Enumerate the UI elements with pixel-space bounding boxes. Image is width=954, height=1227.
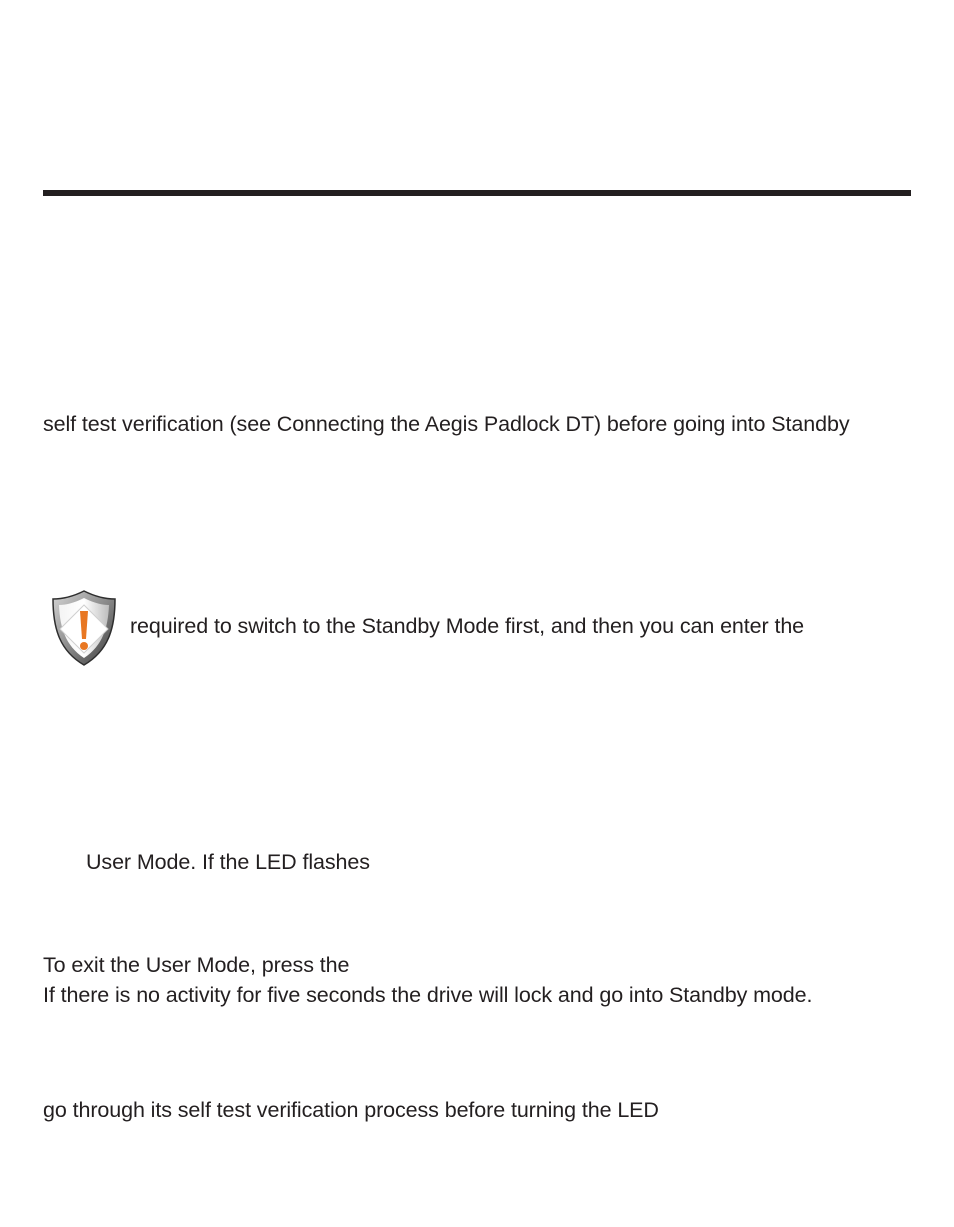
paragraph-line: If there is no activity for five seconds the drive will lock and go into Standby mode.: [43, 983, 813, 1007]
paragraph-line: required to switch to the Standby Mode first, and then you can enter the: [130, 614, 805, 638]
paragraph-line: self test verification (see Connecting the Aegis Padlock DT) before going into Standby: [43, 412, 850, 436]
paragraph-line: go through its self test verification process before turning the LED: [43, 1098, 659, 1122]
paragraph-line: To exit the User Mode, press the: [43, 953, 350, 977]
section-divider: [43, 190, 911, 196]
paragraph-line: User Mode. If the LED flashes: [86, 850, 370, 874]
warning-shield-icon: [50, 589, 118, 667]
